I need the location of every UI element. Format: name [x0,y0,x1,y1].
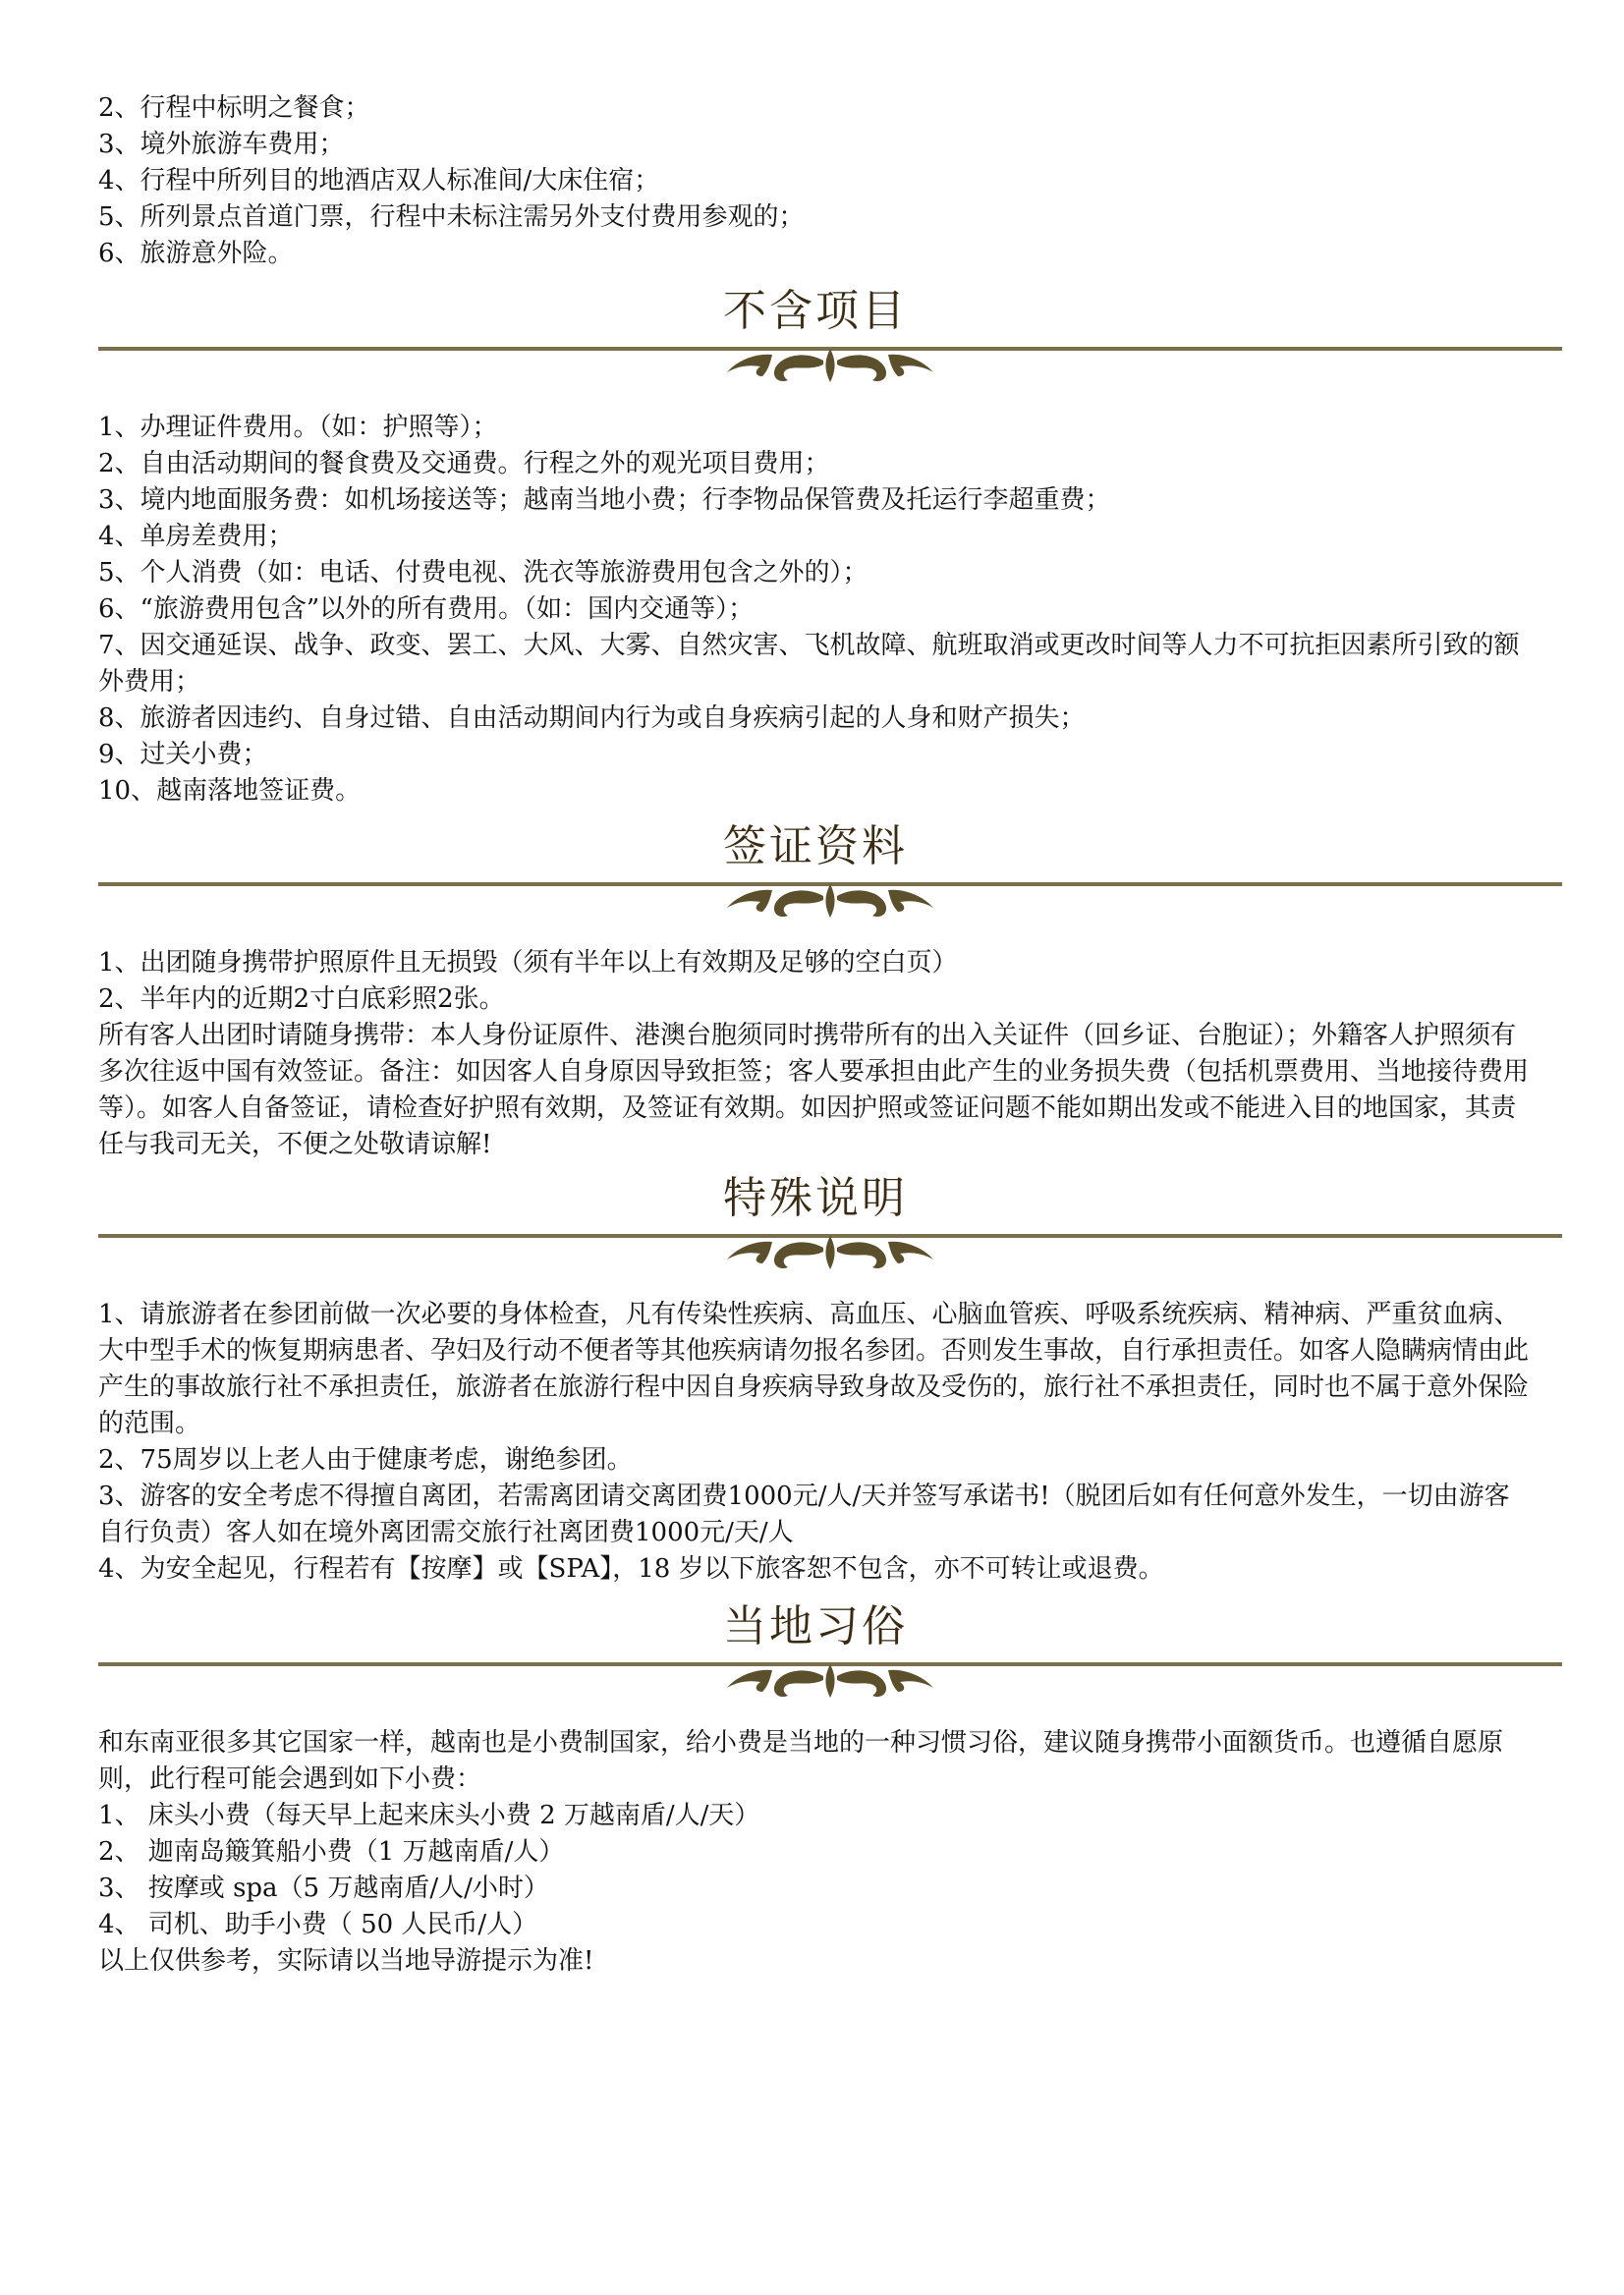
section-title-excluded: 不含项目 [723,286,908,336]
list-item: 2、行程中标明之餐食； [98,93,370,123]
list-item: 4、为安全起见，行程若有【按摩】或【SPA】，18 岁以下旅客恕不包含，亦不可转让或退费。 [98,1554,1164,1584]
list-item: 2、75周岁以上老人由于健康考虑，谢绝参团。 [98,1445,633,1475]
list-item: 4、单房差费用； [98,522,294,551]
section-title-local-customs: 当地习俗 [723,1601,908,1651]
flourish-ornament-icon [707,1656,953,1706]
list-item: 3、 按摩或 spa（5 万越南盾/人/小时） [98,1874,549,1903]
local-customs-list [98,1725,1533,1980]
list-item: 10、越南落地签证费。 [98,776,362,806]
list-item: 1、办理证件费用。（如：护照等）； [98,413,498,442]
list-item: 1、请旅游者在参团前做一次必要的身体检查，凡有传染性疾病、高血压、心脑血管疾、呼吸系统疾病、精神病、严重贫血病、大中型手术的恢复期病患者、孕妇及行动不便者等其他疾病请勿报名参团。否则发生事故，自行承担责任。如客人隐瞒病情由此产生的事故旅行社不承担责任，旅游者在旅游行程中因自身疾病导致身故及受伤的，旅行社不承担责任，同时也不属于意外保险的范围。 [98,1300,1530,1438]
list-item: 2、半年内的近期2寸白底彩照2张。 [98,984,505,1014]
ornamental-divider [98,876,1562,945]
flourish-ornament-icon [707,341,953,390]
section-title-special-notes: 特殊说明 [723,1173,908,1223]
list-item: 5、所列景点首道门票，行程中未标注需另外支付费用参观的； [98,202,805,232]
paragraph: 和东南亚很多其它国家一样，越南也是小费制国家，给小费是当地的一种习惯习俗，建议随身携带小面额货币。也遵循自愿原则，此行程可能会遇到如下小费： [98,1728,1504,1794]
paragraph: 所有客人出团时请随身携带：本人身份证原件、港澳台胞须同时携带所有的出入关证件（回乡证、台胞证）；外籍客人护照须有多次往返中国有效签证。备注：如因客人自身原因导致拒签；客人要承担由此产生的业务损失费（包括机票费用、当地接待费用等）。如客人自备签证，请检查好护照有效期，及签证有效期。如因护照或签证问题不能如期出发或不能进入目的地国家，其责任与我司无关，不便之处敬请谅解! [98,1021,1530,1159]
visa-list [98,945,1533,1163]
included-list-tail [98,90,1533,272]
footnote: 以上仅供参考，实际请以当地导游提示为准! [98,1946,594,1976]
list-item: 5、个人消费（如：电话、付费电视、洗衣等旅游费用包含之外的）； [98,558,868,588]
section-title-visa: 签证资料 [723,821,908,871]
list-item: 6、旅游意外险。 [98,239,294,268]
document-page [98,90,1533,1980]
list-item: 3、境外旅游车费用； [98,130,345,159]
flourish-ornament-icon [707,1228,953,1277]
list-item: 1、出团随身携带护照原件且无损毁（须有半年以上有效期及足够的空白页） [98,948,958,978]
ornamental-divider [98,1656,1562,1725]
ornamental-divider [98,341,1562,410]
list-item: 1、 床头小费（每天早上起来床头小费 2 万越南盾/人/天） [98,1801,760,1830]
list-item: 3、境内地面服务费：如机场接送等；越南当地小费；行李物品保管费及托运行李超重费； [98,485,1111,515]
list-item: 4、行程中所列目的地酒店双人标准间/大床住宿； [98,166,660,196]
list-item: 9、过关小费； [98,740,268,769]
excluded-list [98,410,1533,810]
special-notes-list [98,1297,1533,1588]
list-item: 2、 迦南岛簸箕船小费（1 万越南盾/人） [98,1837,565,1867]
ornamental-divider [98,1228,1562,1297]
list-item: 6、“旅游费用包含”以外的所有费用。（如：国内交通等）； [98,594,755,624]
list-item: 7、因交通延误、战争、政变、罢工、大风、大雾、自然灾害、飞机故障、航班取消或更改时间等人力不可抗拒因素所引致的额外费用； [98,631,1520,697]
list-item: 2、自由活动期间的餐食费及交通费。行程之外的观光项目费用； [98,449,830,478]
list-item: 4、 司机、助手小费（ 50 人民币/人） [98,1910,538,1939]
list-item: 8、旅游者因违约、自身过错、自由活动期间内行为或自身疾病引起的人身和财产损失； [98,703,1086,733]
list-item: 3、游客的安全考虑不得擅自离团，若需离团请交离团费1000元/人/天并签写承诺书!（脱团后如有任何意外发生，一切由游客自行负责）客人如在境外离团需交旅行社离团费1000元/天/人 [98,1482,1510,1547]
flourish-ornament-icon [707,876,953,925]
